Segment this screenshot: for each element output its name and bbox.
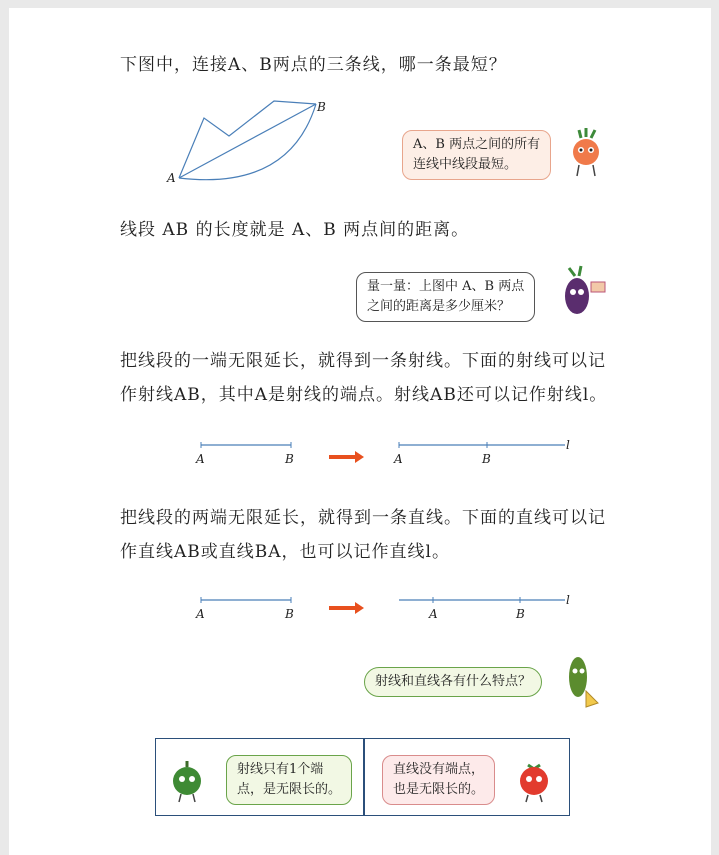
line-a-label: A (429, 607, 438, 621)
line-feature-bubble: 直线没有端点， 也是无限长的。 (382, 755, 495, 805)
cucumber-character-icon (562, 651, 602, 711)
question-bubble-features: 射线和直线各有什么特点？ (364, 667, 542, 697)
seg2-b-label: B (285, 607, 294, 621)
textbook-page: 下图中，连接A、B两点的三条线，哪一条最短？ A B A、B 两点之间的所有 连线中线段最短。 线段 AB 的长度就是 A、B 两点间的距离。 量一量：上图中 A、B 两点 之间的距离是多少厘米？ 把线段的一端无限延长，就得到一条射线。下面的射线可以记 作射线AB，其中A是射线的端点。射线AB还可以记作射线l。 A B A B l 把线段的两端无限延长，就得到一条直线。下面的直线可以记 作直线AB或直线BA，也可以记作直线l。 A B A B l 射线和直线各有什么特点？ 射线只有1个端 点，是无限长的。 直线没有端点， 也是无限长的。 (9, 8, 711, 855)
hint-bubble-measure: 量一量：上图中 A、B 两点 之间的距离是多少厘米？ (356, 272, 535, 322)
segment-ab-figure (199, 440, 294, 450)
ray-a-label: A (394, 452, 403, 466)
line-b-label: B (516, 607, 525, 621)
point-b-label: B (317, 100, 326, 114)
radish-character-icon (569, 128, 603, 178)
box-divider (363, 739, 365, 815)
straight-segment (179, 104, 316, 178)
pepper-character-icon (170, 757, 204, 803)
seg-a-label: A (196, 452, 205, 466)
eggplant-character-icon (561, 264, 609, 320)
hint-bubble-shortest: A、B 两点之间的所有 连线中线段最短。 (402, 130, 551, 180)
features-box (155, 738, 570, 816)
segment-ab-figure-2 (199, 595, 294, 605)
three-lines-figure (169, 96, 339, 196)
tomato-character-icon (514, 759, 554, 803)
point-a-label: A (167, 171, 176, 185)
ray-b-label: B (482, 452, 491, 466)
seg2-a-label: A (196, 607, 205, 621)
ray-l-label: l (566, 438, 570, 452)
distance-text: 线段 AB 的长度就是 A、B 两点间的距离。 (120, 220, 470, 240)
ray-feature-bubble: 射线只有1个端 点，是无限长的。 (226, 755, 352, 805)
ray-ab-figure (397, 440, 567, 450)
seg-b-label: B (285, 452, 294, 466)
line-ab-figure (397, 595, 567, 605)
arrow-right-icon-2 (329, 602, 365, 614)
arrow-right-icon (329, 451, 365, 463)
line-l-label: l (566, 593, 570, 607)
question-text: 下图中，连接A、B两点的三条线，哪一条最短？ (120, 55, 507, 75)
